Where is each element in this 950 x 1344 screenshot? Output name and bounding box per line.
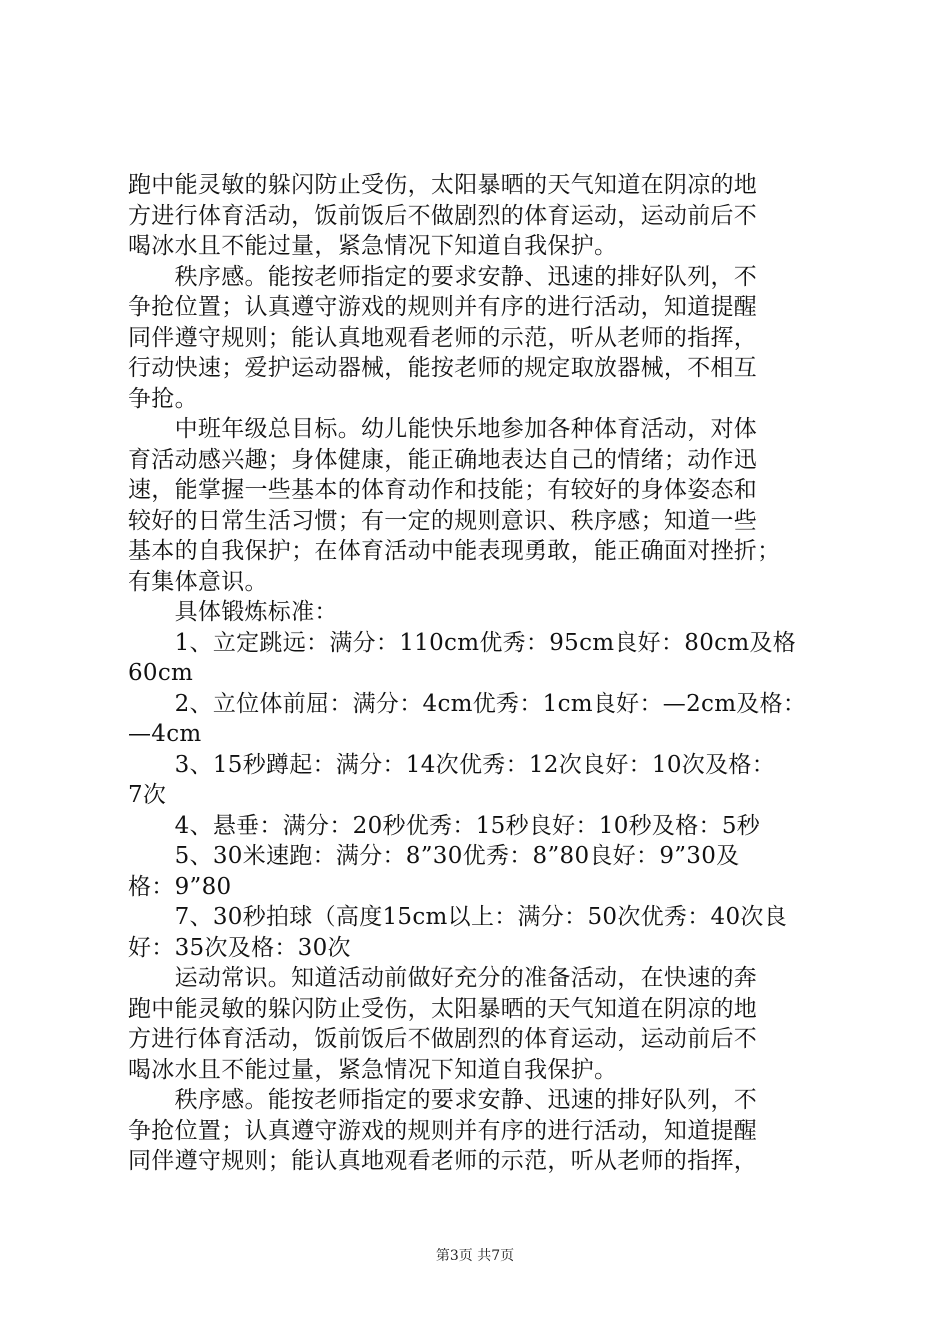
text-line: 5、30米速跑：满分：8”30优秀：8”80良好：9”30及 bbox=[128, 843, 740, 869]
text-line: 格：9”80 bbox=[128, 873, 232, 900]
text-line: 秩序感。能按老师指定的要求安静、迅速的排好队列，不 bbox=[128, 263, 758, 290]
text-line: 具体锻炼标准： bbox=[128, 599, 338, 625]
text-line: 速，能掌握一些基本的体育动作和技能；有较好的身体姿态和 bbox=[128, 477, 758, 503]
text-line: 中班年级总目标。幼儿能快乐地参加各种体育活动，对体 bbox=[128, 416, 758, 442]
text-line: 运动常识。知道活动前做好充分的准备活动，在快速的奔 bbox=[128, 965, 758, 991]
text-line: 基本的自我保护；在体育活动中能表现勇敢，能正确面对挫折； bbox=[128, 538, 781, 564]
text-line: 争抢位置；认真遵守游戏的规则并有序的进行活动，知道提醒 bbox=[128, 294, 758, 320]
text-line: 同伴遵守规则；能认真地观看老师的示范，听从老师的指挥， bbox=[128, 1148, 758, 1174]
text-line: 好：35次及格：30次 bbox=[128, 934, 351, 961]
text-line: 方进行体育活动，饭前饭后不做剧烈的体育运动，运动前后不 bbox=[128, 202, 758, 229]
text-line: 7、30秒拍球（高度15cm以上：满分：50次优秀：40次良 bbox=[128, 904, 787, 930]
text-line: 60cm bbox=[128, 660, 194, 686]
text-line: 喝冰水且不能过量，紧急情况下知道自我保护。 bbox=[128, 233, 618, 259]
text-line: 有集体意识。 bbox=[128, 568, 268, 595]
text-line: 争抢位置；认真遵守游戏的规则并有序的进行活动，知道提醒 bbox=[128, 1117, 758, 1144]
document-body bbox=[128, 170, 840, 1177]
text-line: 喝冰水且不能过量，紧急情况下知道自我保护。 bbox=[128, 1056, 618, 1083]
text-line: —4cm bbox=[128, 721, 202, 747]
text-line: 4、悬垂：满分：20秒优秀：15秒良好：10秒及格：5秒 bbox=[128, 812, 761, 839]
text-line: 方进行体育活动，饭前饭后不做剧烈的体育运动，运动前后不 bbox=[128, 1026, 758, 1052]
text-line: 跑中能灵敏的躲闪防止受伤，太阳暴晒的天气知道在阴凉的地 bbox=[128, 172, 758, 198]
text-line: 3、15秒蹲起：满分：14次优秀：12次良好：10次及格： bbox=[128, 751, 775, 778]
text-line: 7次 bbox=[128, 782, 167, 808]
text-line: 跑中能灵敏的躲闪防止受伤，太阳暴晒的天气知道在阴凉的地 bbox=[128, 995, 758, 1022]
text-line: 行动快速；爱护运动器械，能按老师的规定取放器械，不相互 bbox=[128, 355, 758, 381]
text-line: 同伴遵守规则；能认真地观看老师的示范，听从老师的指挥， bbox=[128, 324, 758, 351]
text-line: 育活动感兴趣；身体健康，能正确地表达自己的情绪；动作迅 bbox=[128, 446, 758, 473]
text-line: 争抢。 bbox=[128, 385, 198, 412]
text-line: 2、立位体前屈：满分：4cm优秀：1cm良好：—2cm及格： bbox=[128, 690, 807, 717]
text-line: 较好的日常生活习惯；有一定的规则意识、秩序感；知道一些 bbox=[128, 507, 758, 534]
text-line: 1、立定跳远：满分：110cm优秀：95cm良好：80cm及格 bbox=[128, 629, 797, 656]
page-footer: 第3页 共7页 bbox=[435, 1248, 515, 1264]
text-line: 秩序感。能按老师指定的要求安静、迅速的排好队列，不 bbox=[128, 1087, 758, 1113]
